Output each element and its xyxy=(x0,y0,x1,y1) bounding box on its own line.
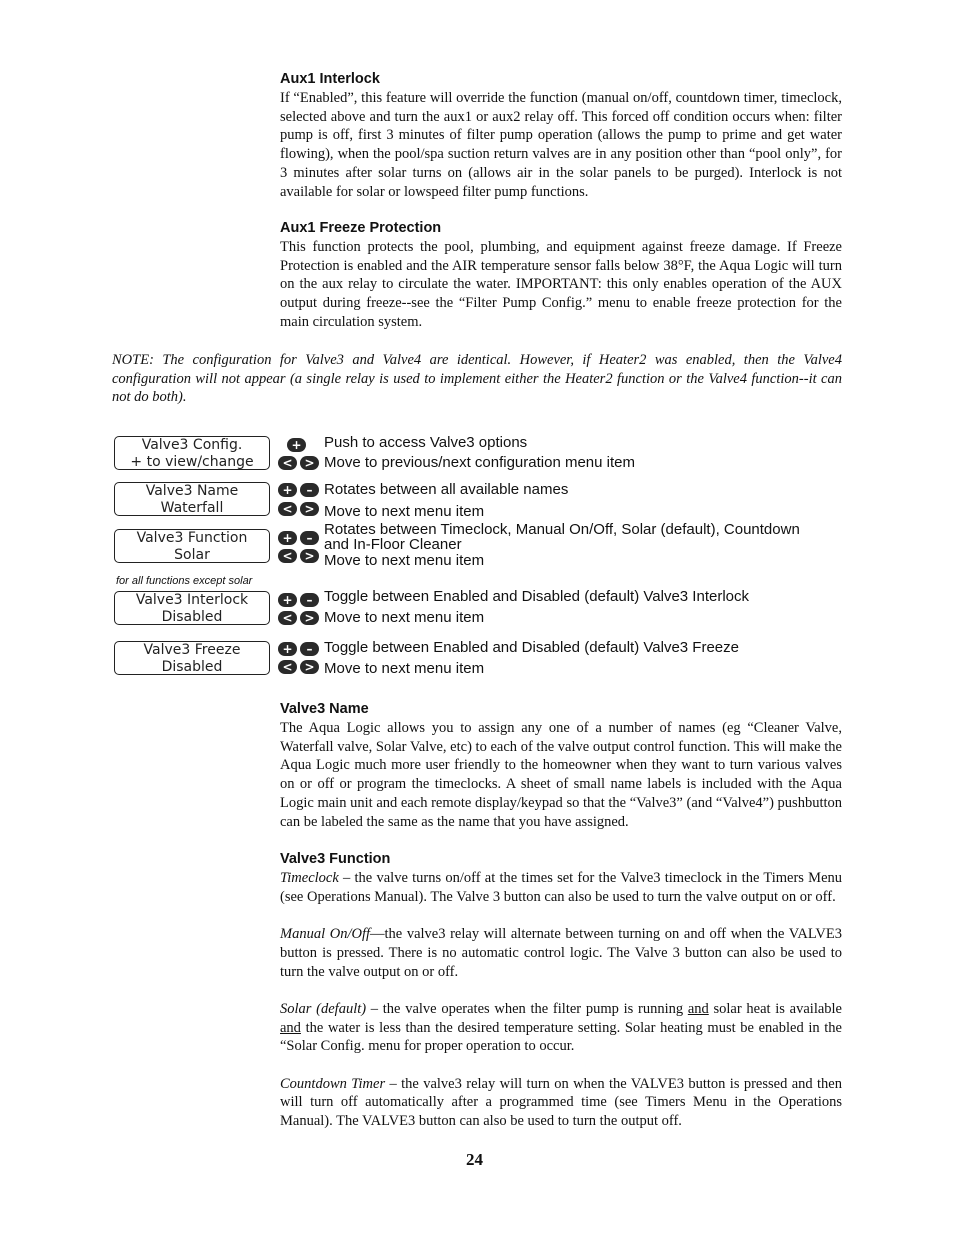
menu-desc: Move to next menu item xyxy=(324,552,485,569)
minus-button[interactable]: – xyxy=(300,642,319,656)
left-arrow-button[interactable]: < xyxy=(278,611,297,625)
solar-body-3: the water is less than the desired temperature setting. Solar heating must be enabled in the “Solar Config. menu for proper operation to occur. xyxy=(280,1019,842,1055)
page-number: 24 xyxy=(466,1150,483,1169)
solar-term: Solar (default) xyxy=(280,1000,367,1017)
lcd-line-2: + to view/change xyxy=(130,454,254,470)
right-arrow-button[interactable]: > xyxy=(300,660,319,674)
aux1-interlock-body: If “Enabled”, this feature will override the function (manual on/off, countdown timer, timeclock, selected above and turn the aux1 or aux2 relay off. This forced off condition occurs when: filter pump is off, first 3 minutes of filter pump operation (allows the pump to prime and get water flowing), when the pool/spa suction return valves are in any position other than “pool only”, for 3 minutes after solar turns on (allows air in the solar panels to be purged). Interlock is not available for solar or lowspeed filter pump functions. xyxy=(280,90,842,200)
lcd-line-1: Valve3 Function xyxy=(136,530,248,546)
timeclock-paragraph xyxy=(280,869,842,906)
aux1-interlock-heading: Aux1 Interlock xyxy=(280,71,380,87)
left-arrow-button[interactable]: < xyxy=(278,549,297,563)
minus-button[interactable]: – xyxy=(300,593,319,607)
left-arrow-button[interactable]: < xyxy=(278,502,297,516)
button-group xyxy=(278,502,319,518)
button-group xyxy=(287,438,306,454)
lcd-line-1: Valve3 Freeze xyxy=(143,642,241,658)
menu-desc: Rotates between all available names xyxy=(324,481,569,498)
aux1-interlock-section xyxy=(280,71,842,201)
menu-desc-continued: and In-Floor Cleaner xyxy=(324,536,462,553)
left-arrow-button[interactable]: < xyxy=(278,660,297,674)
plus-button[interactable]: + xyxy=(278,531,297,545)
right-arrow-button[interactable]: > xyxy=(300,502,319,516)
valve3-name-heading: Valve3 Name xyxy=(280,701,369,717)
menu-desc: Toggle between Enabled and Disabled (default) Valve3 Freeze xyxy=(324,639,739,656)
lcd-valve3-interlock xyxy=(114,591,270,625)
aux1-freeze-heading: Aux1 Freeze Protection xyxy=(280,220,442,236)
lcd-valve3-name xyxy=(114,482,270,516)
timeclock-term: Timeclock xyxy=(280,870,339,886)
valve3-name-section xyxy=(280,701,842,831)
lcd-line-2: Disabled xyxy=(161,609,223,625)
menu-desc: Move to next menu item xyxy=(324,503,485,520)
valve3-name-body: The Aqua Logic allows you to assign any one of a number of names (eg “Cleaner Valve, Waterfall valve, Solar Valve, etc) to each of the valve output control function. This will make the Aqua Logic much more user friendly to the homeowner when they want to turn various valves on or off or program the timeclocks. A sheet of small name labels is included with the Aqua Logic main unit and each remote display/keypad so that the “Valve3” (and “Valve4”) pushbutton can be labeled the same as the name that you have assigned. xyxy=(280,720,842,830)
button-group xyxy=(278,660,319,676)
minus-button[interactable]: – xyxy=(300,531,319,545)
solar-paragraph xyxy=(280,1000,842,1056)
solar-body-1: – the valve operates when the filter pump is running xyxy=(366,1000,688,1017)
valve4-note: NOTE: The configuration for Valve3 and Valve4 are identical. However, if Heater2 was enabled, then the Valve4 configuration will not appear (a single relay is used to implement either the Heater2 function or the Valve4 function--it can not do both). xyxy=(112,352,842,406)
manual-paragraph xyxy=(280,925,842,981)
button-group xyxy=(278,593,319,609)
solar-and-1: and xyxy=(687,1000,709,1017)
aux1-freeze-body: This function protects the pool, plumbing, and equipment against freeze damage. If Freeze Protection is enabled and the AIR temperature sensor falls below 38°F, the Aqua Logic will turn on the aux relay to circulate the water. IMPORTANT: this only enables operation of the AUX output during freeze--see the “Filter Pump Config.” menu to enable freeze protection for the main circulation system. xyxy=(280,239,842,330)
lcd-line-2: Disabled xyxy=(161,659,223,675)
minus-button[interactable]: – xyxy=(300,483,319,497)
button-group xyxy=(278,549,319,565)
valve3-function-section xyxy=(280,851,842,1131)
menu-desc: Rotates between Timeclock, Manual On/Off, Solar (default), Countdown xyxy=(324,521,800,538)
valve3-function-heading: Valve3 Function xyxy=(280,851,391,867)
plus-button[interactable]: + xyxy=(278,642,297,656)
lcd-line-2: Waterfall xyxy=(160,500,224,516)
lcd-valve3-config xyxy=(114,436,270,470)
button-group xyxy=(278,642,319,658)
menu-desc: Move to next menu item xyxy=(324,660,485,677)
menu-desc: Push to access Valve3 options xyxy=(324,434,528,451)
interlock-note: for all functions except solar xyxy=(116,575,253,587)
menu-desc: Move to next menu item xyxy=(324,609,485,626)
menu-desc: Move to previous/next configuration menu item xyxy=(324,454,635,471)
lcd-line-1: Valve3 Name xyxy=(145,483,239,499)
countdown-term: Countdown Timer xyxy=(280,1075,386,1092)
solar-body-2: solar heat is available xyxy=(708,1000,842,1017)
right-arrow-button[interactable]: > xyxy=(300,456,319,470)
button-group xyxy=(278,456,319,472)
lcd-line-1: Valve3 Interlock xyxy=(135,592,249,608)
lcd-line-1: Valve3 Config. xyxy=(141,437,243,453)
timeclock-body: – the valve turns on/off at the times set for the Valve3 timeclock in the Timers Menu (see Operations Manual). The Valve 3 button can also be used to turn the valve output on or off. xyxy=(280,870,842,905)
button-group xyxy=(278,531,319,547)
countdown-body: – the valve3 relay will turn on when the VALVE3 button is pressed and then will turn off automatically after a programmed time (see Timers Menu in the Operations Manual). The VALVE3 button can also be used to turn the output off. xyxy=(280,1075,842,1130)
aux1-freeze-section xyxy=(280,220,842,332)
plus-button[interactable]: + xyxy=(278,483,297,497)
plus-button[interactable]: + xyxy=(287,438,306,452)
plus-button[interactable]: + xyxy=(278,593,297,607)
lcd-valve3-freeze xyxy=(114,641,270,675)
lcd-valve3-function xyxy=(114,529,270,563)
button-group xyxy=(278,483,319,499)
manual-body: —the valve3 relay will alternate between turning on and off when the VALVE3 button is pressed. There is no automatic control logic. The Valve 3 button can also be used to turn the valve output on or off. xyxy=(280,926,842,980)
countdown-paragraph xyxy=(280,1075,842,1131)
right-arrow-button[interactable]: > xyxy=(300,549,319,563)
right-arrow-button[interactable]: > xyxy=(300,611,319,625)
lcd-line-2: Solar xyxy=(174,547,210,563)
menu-desc: Toggle between Enabled and Disabled (default) Valve3 Interlock xyxy=(324,588,749,605)
manual-term: Manual On/Off xyxy=(280,926,370,943)
left-arrow-button[interactable]: < xyxy=(278,456,297,470)
solar-and-2: and xyxy=(280,1019,301,1036)
button-group xyxy=(278,611,319,627)
